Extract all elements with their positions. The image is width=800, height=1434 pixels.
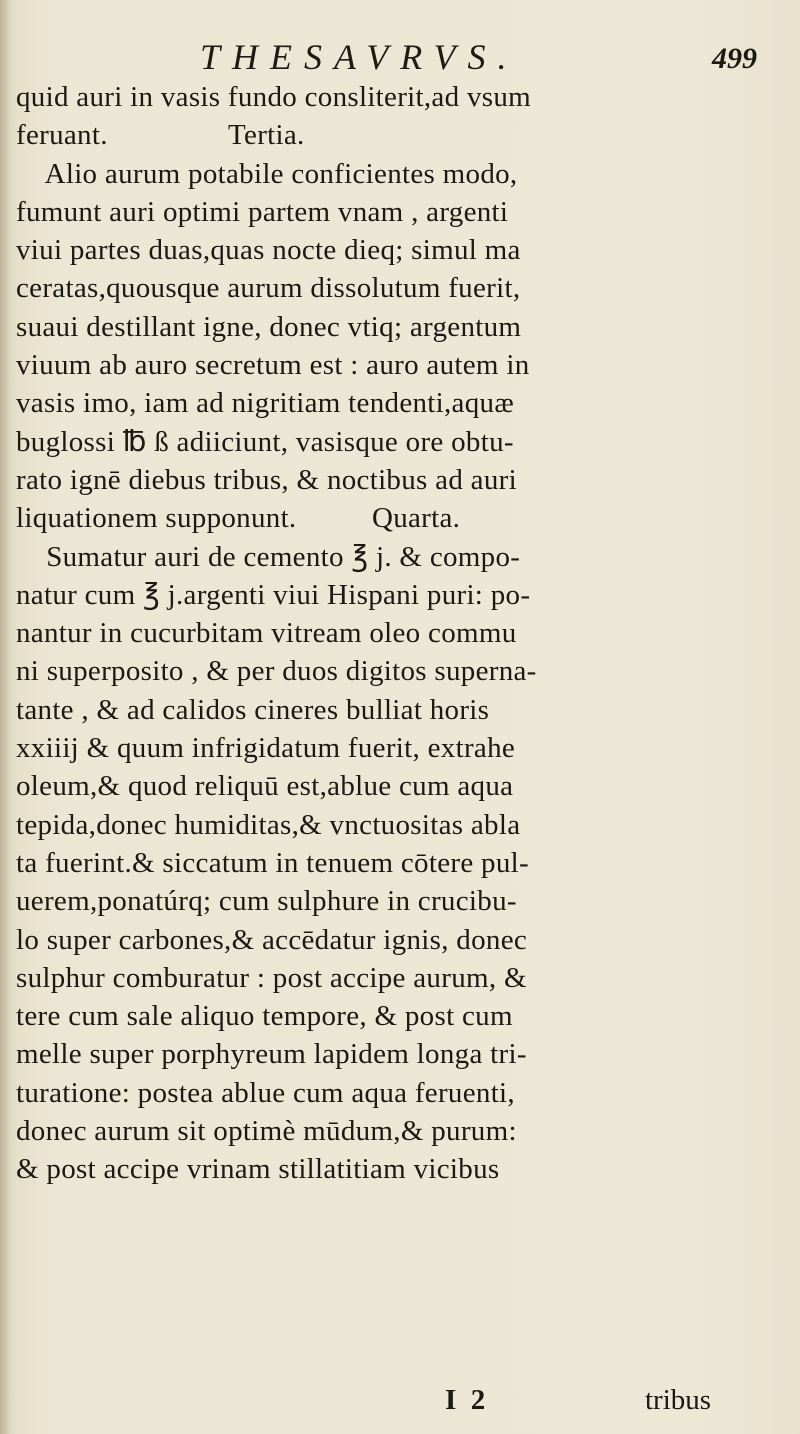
text-line: & post accipe vrinam stillatitiam vicibus <box>16 1153 500 1186</box>
text-line: suaui destillant igne, donec vtiq; argentum <box>16 310 522 343</box>
text-line: tere cum sale aliquo tempore, & post cum <box>16 1000 513 1033</box>
text-line: natur cum ℥ j.argenti viui Hispani puri: po- <box>16 578 531 611</box>
running-title: THESAVRVS. <box>200 37 519 77</box>
text-line: tante , & ad calidos cineres bulliat horis <box>16 693 490 726</box>
text-line: viuum ab auro secretum est : auro autem in <box>16 349 530 382</box>
text-line: rato ignē diebus tribus, & noctibus ad auri <box>16 463 517 496</box>
text-line: liquationem supponunt. Quarta. <box>16 502 461 535</box>
text-line: oleum,& quod reliquū est,ablue cum aqua <box>16 770 514 803</box>
page-gutter-shadow <box>0 0 10 1434</box>
text-line: turatione: postea ablue cum aqua feruenti, <box>16 1076 515 1109</box>
text-line: ceratas,quousque aurum dissolutum fuerit, <box>16 272 521 305</box>
text-line: quid auri in vasis fundo consliterit,ad vsum <box>16 81 531 113</box>
text-line: uerem,ponatúrq; cum sulphure in crucibu- <box>16 885 517 918</box>
text-line: xxiiij & quum infrigidatum fuerit, extrahe <box>16 732 516 765</box>
text-line: ta fuerint.& siccatum in tenuem cōtere pul- <box>16 846 529 879</box>
text-line: sulphur comburatur : post accipe aurum, & <box>16 961 527 994</box>
text-line: nantur in cucurbitam vitream oleo commu <box>16 617 517 650</box>
text-line: buglossi ℔ ß adiiciunt, vasisque ore obtu- <box>16 425 514 458</box>
body-text <box>16 78 796 1189</box>
text-line: feruant. Tertia. <box>16 119 305 152</box>
text-line: vasis imo, iam ad nigritiam tendenti,aquæ <box>16 387 514 420</box>
text-line: ni superposito , & per duos digitos superna- <box>16 655 537 688</box>
text-line: fumunt auri optimi partem vnam , argenti <box>16 195 509 228</box>
page-number: 499 <box>712 42 757 75</box>
page-footer <box>0 1384 800 1424</box>
text-line: tepida,donec humiditas,& vnctuositas abla <box>16 808 521 841</box>
text-line: Alio aurum potabile conficientes modo, <box>16 157 518 190</box>
text-line: viui partes duas,quas nocte dieq; simul ma <box>16 234 521 267</box>
catchword: tribus <box>645 1384 712 1416</box>
text-line: melle super porphyreum lapidem longa tri- <box>16 1038 527 1071</box>
text-line: donec aurum sit optimè mūdum,& purum: <box>16 1115 517 1148</box>
page-header <box>0 34 800 84</box>
text-line: lo super carbones,& accēdatur ignis, donec <box>16 923 528 956</box>
text-line: Sumatur auri de cemento ℥ j. & compo- <box>16 540 521 573</box>
signature-mark: I 2 <box>445 1384 486 1416</box>
